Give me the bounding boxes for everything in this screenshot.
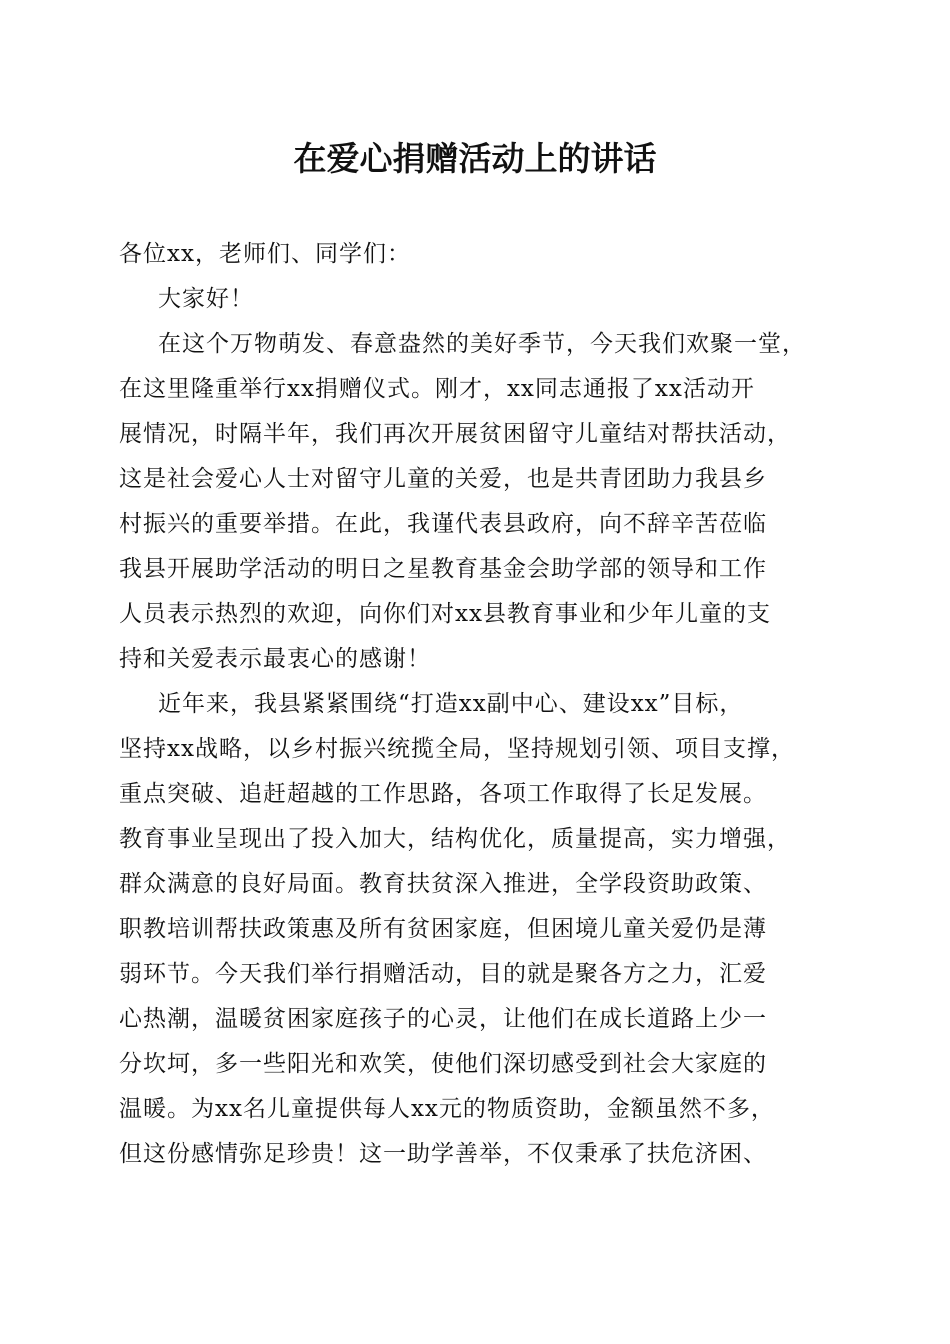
paragraph-1-line: 我县开展助学活动的明日之星教育基金会助学部的领导和工作	[119, 556, 767, 582]
paragraph-2-line: 温暖。为xx名儿童提供每人xx元的物质资助，金额虽然不多，	[119, 1096, 775, 1122]
paragraph-2-line: 职教培训帮扶政策惠及所有贫困家庭，但困境儿童关爱仍是薄	[119, 916, 767, 942]
paragraph-1-line: 持和关爱表示最衷心的感谢！	[119, 646, 431, 672]
greeting-line: 大家好！	[158, 286, 254, 312]
paragraph-2-line: 但这份感情弥足珍贵！这一助学善举，不仅秉承了扶危济困、	[119, 1141, 767, 1167]
paragraph-1-line: 在这里隆重举行xx捐赠仪式。刚才，xx同志通报了xx活动开	[119, 376, 755, 402]
salutation-line: 各位xx，老师们、同学们：	[119, 241, 411, 267]
paragraph-2-line: 群众满意的良好局面。教育扶贫深入推进，全学段资助政策、	[119, 871, 767, 897]
paragraph-1-line: 展情况，时隔半年，我们再次开展贫困留守儿童结对帮扶活动，	[119, 421, 791, 447]
paragraph-1-line: 在这个万物萌发、春意盎然的美好季节，今天我们欢聚一堂，	[158, 331, 806, 357]
paragraph-1-line: 村振兴的重要举措。在此，我谨代表县政府，向不辞辛苦莅临	[119, 511, 767, 537]
paragraph-2-line: 分坎坷，多一些阳光和欢笑，使他们深切感受到社会大家庭的	[119, 1051, 767, 1077]
document-title: 在爱心捐赠活动上的讲话	[293, 139, 657, 178]
paragraph-2-line: 重点突破、追赶超越的工作思路，各项工作取得了长足发展。	[119, 781, 767, 807]
paragraph-1-line: 人员表示热烈的欢迎，向你们对xx县教育事业和少年儿童的支	[119, 601, 771, 627]
paragraph-2-line: 近年来，我县紧紧围绕“打造xx副中心、建设xx”目标，	[158, 691, 744, 717]
paragraph-2-line: 心热潮，温暖贫困家庭孩子的心灵，让他们在成长道路上少一	[119, 1006, 767, 1032]
paragraph-2-line: 坚持xx战略，以乡村振兴统揽全局，坚持规划引领、项目支撑，	[119, 736, 795, 762]
paragraph-2-line: 弱环节。今天我们举行捐赠活动，目的就是聚各方之力，汇爱	[119, 961, 767, 987]
paragraph-1-line: 这是社会爱心人士对留守儿童的关爱，也是共青团助力我县乡	[119, 466, 767, 492]
paragraph-2-line: 教育事业呈现出了投入加大，结构优化，质量提高，实力增强，	[119, 826, 791, 852]
